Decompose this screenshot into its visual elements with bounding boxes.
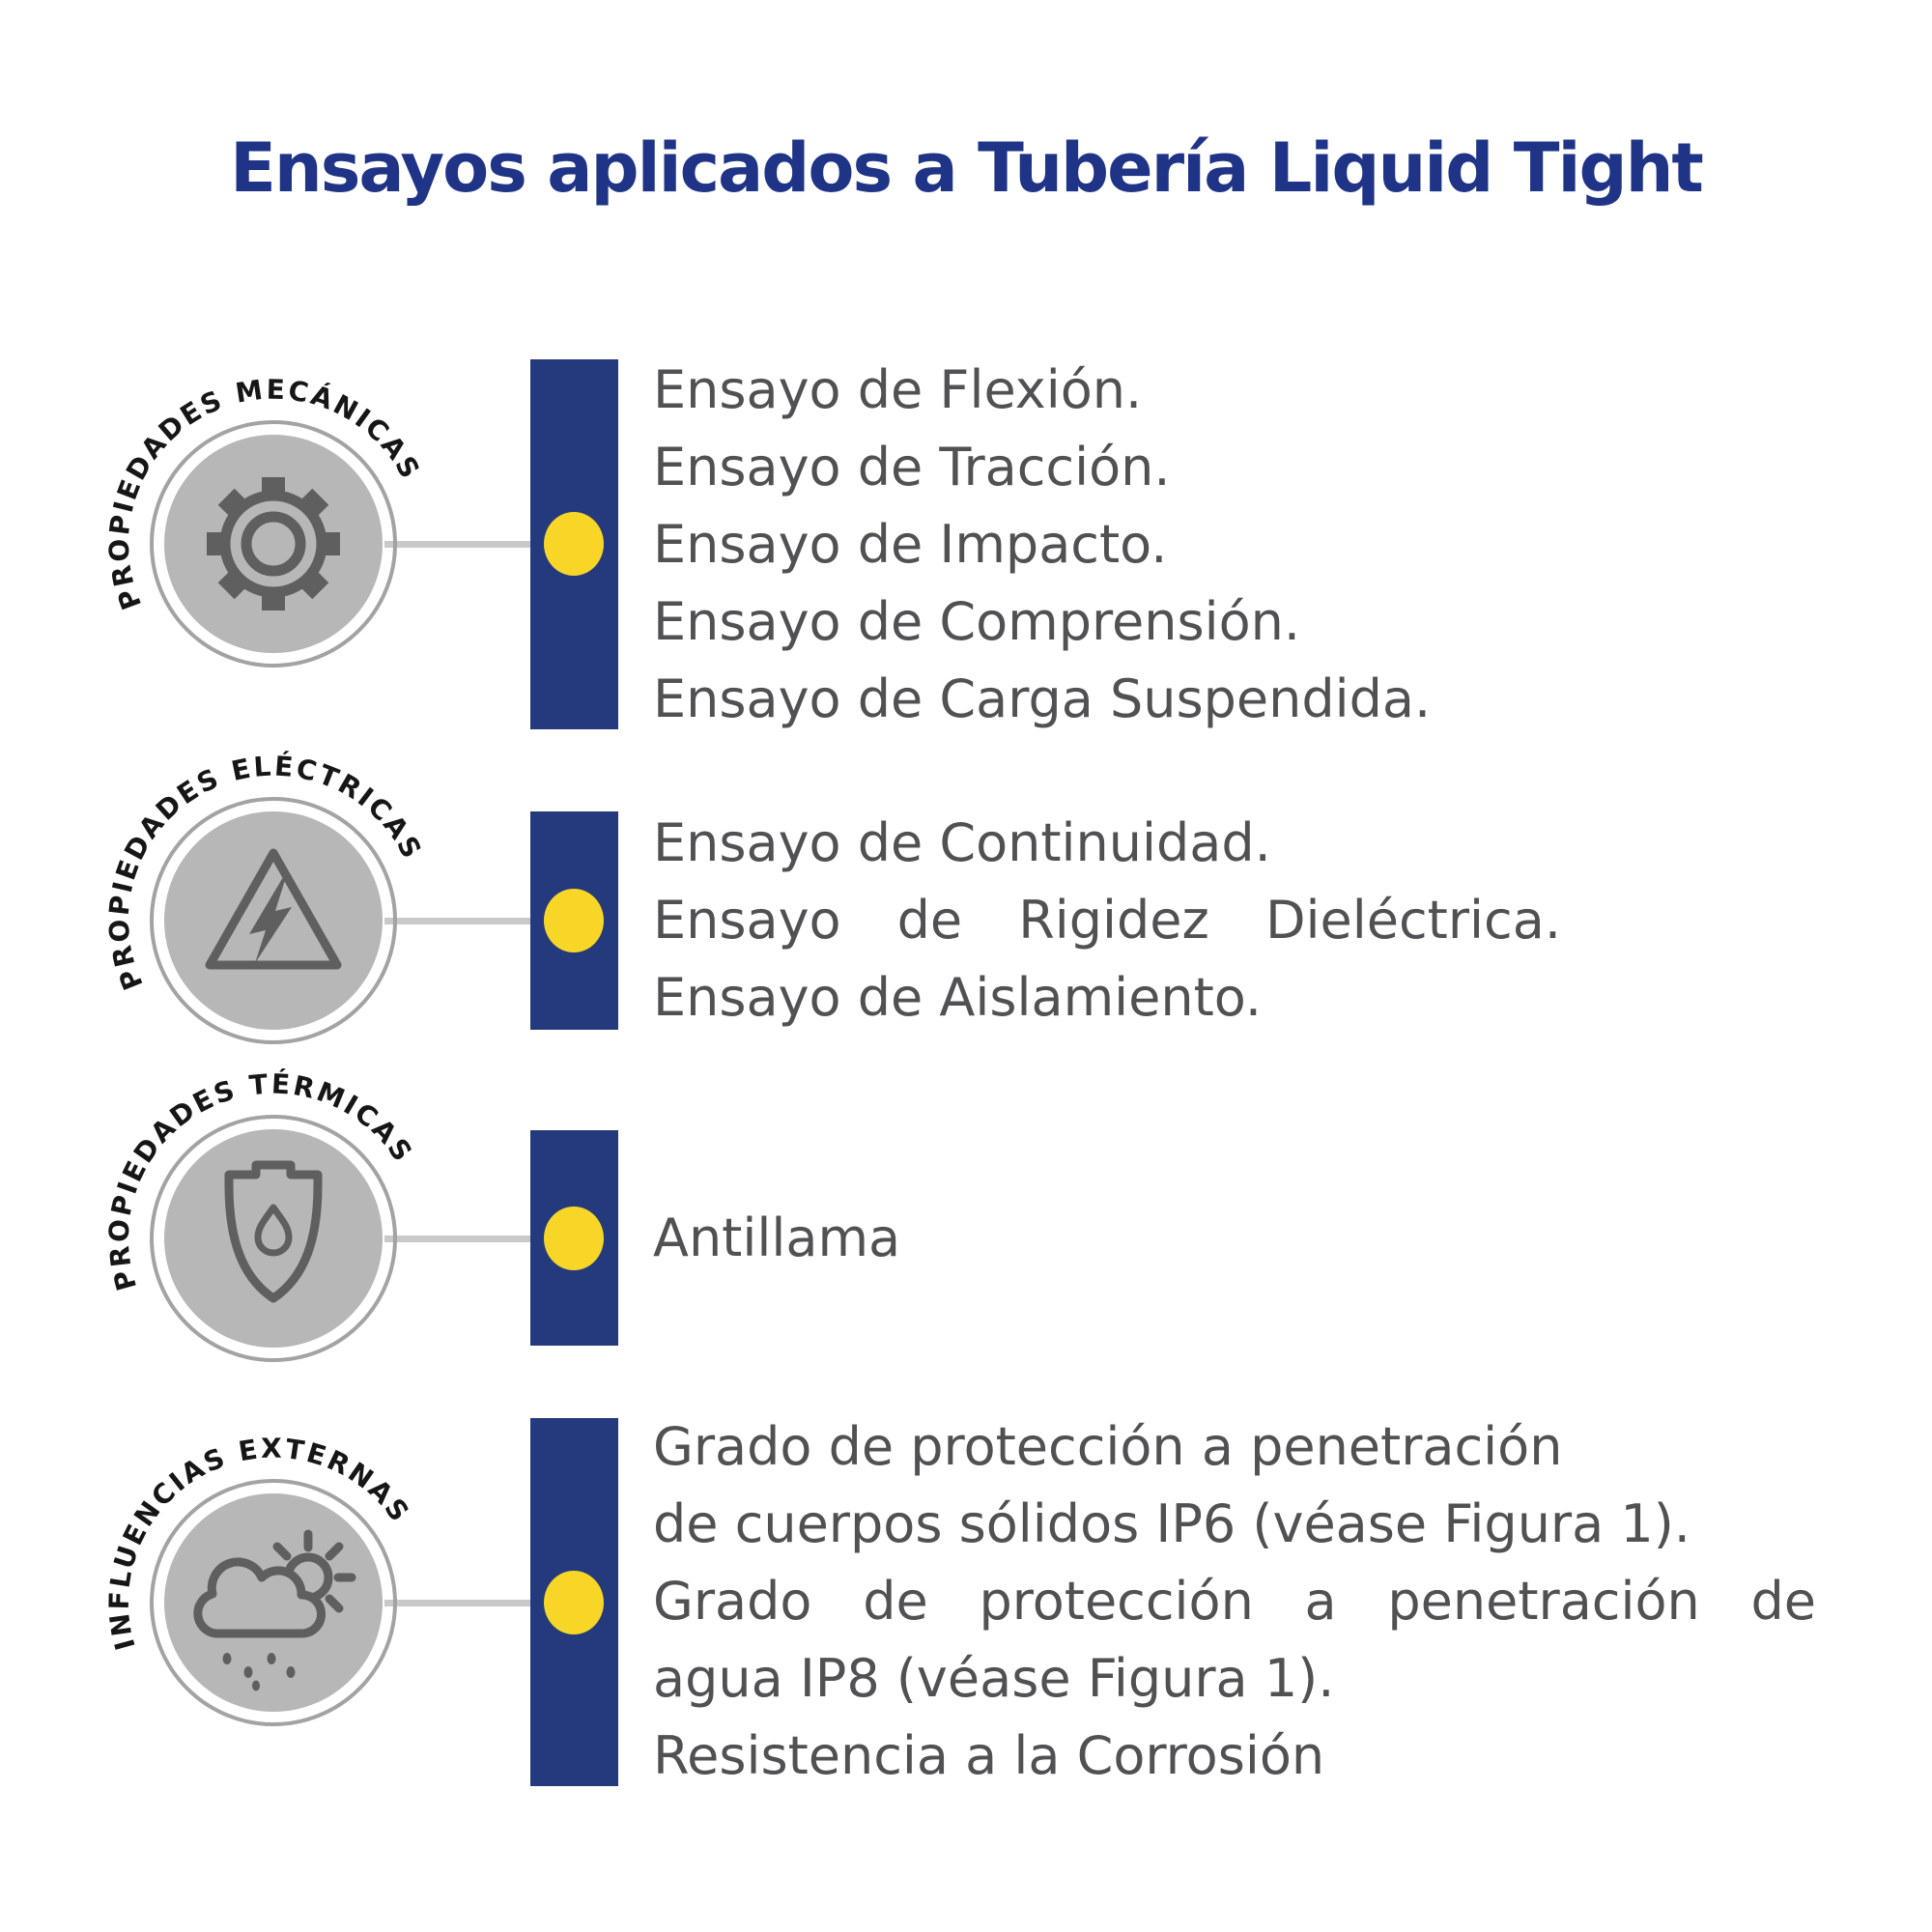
bullet-dot	[544, 1571, 604, 1634]
list-item: Ensayo de Carga Suspendida.	[653, 668, 1432, 729]
bullet-dot	[544, 889, 604, 952]
list-item: Ensayo de Rigidez Dieléctrica.	[653, 890, 1561, 951]
list-item: Ensayo de Continuidad.	[653, 812, 1271, 873]
test-list-external	[653, 1408, 1816, 1795]
page-title: Ensayos aplicados a Tubería Liquid Tight	[230, 128, 1702, 208]
curved-label: INFLUENCIAS EXTERNAS	[102, 1432, 417, 1654]
test-list-thermal	[653, 1200, 900, 1277]
list-item: Ensayo de Impacto.	[653, 514, 1168, 575]
badge-mechanical	[71, 341, 476, 747]
list-item: Grado de protección a penetración	[653, 1416, 1563, 1477]
curved-label: PROPIEDADES TÉRMICAS	[102, 1067, 420, 1294]
bullet-dot	[544, 512, 604, 576]
list-item: Antillama	[653, 1208, 901, 1268]
list-item: Ensayo de Comprensión.	[653, 591, 1301, 652]
badge-thermal	[71, 1036, 476, 1441]
list-item: Ensayo de Flexión.	[653, 359, 1143, 420]
curved-label: PROPIEDADES ELÉCTRICAS	[102, 750, 429, 995]
list-item: Ensayo de Tracción.	[653, 437, 1171, 497]
list-item: Ensayo de Aislamiento.	[653, 967, 1263, 1028]
list-item: de cuerpos sólidos IP6 (véase Figura 1).	[653, 1493, 1690, 1554]
list-item: Resistencia a la Corrosión	[653, 1725, 1325, 1786]
bullet-dot	[544, 1207, 604, 1270]
curved-label: PROPIEDADES MECÁNICAS	[102, 373, 428, 614]
test-list-mechanical	[653, 352, 1431, 738]
list-item: agua IP8 (véase Figura 1).	[653, 1648, 1335, 1709]
test-list-electrical	[653, 805, 1561, 1037]
list-item: Grado de protección a penetración de	[653, 1571, 1816, 1632]
badge-external	[71, 1400, 476, 1805]
